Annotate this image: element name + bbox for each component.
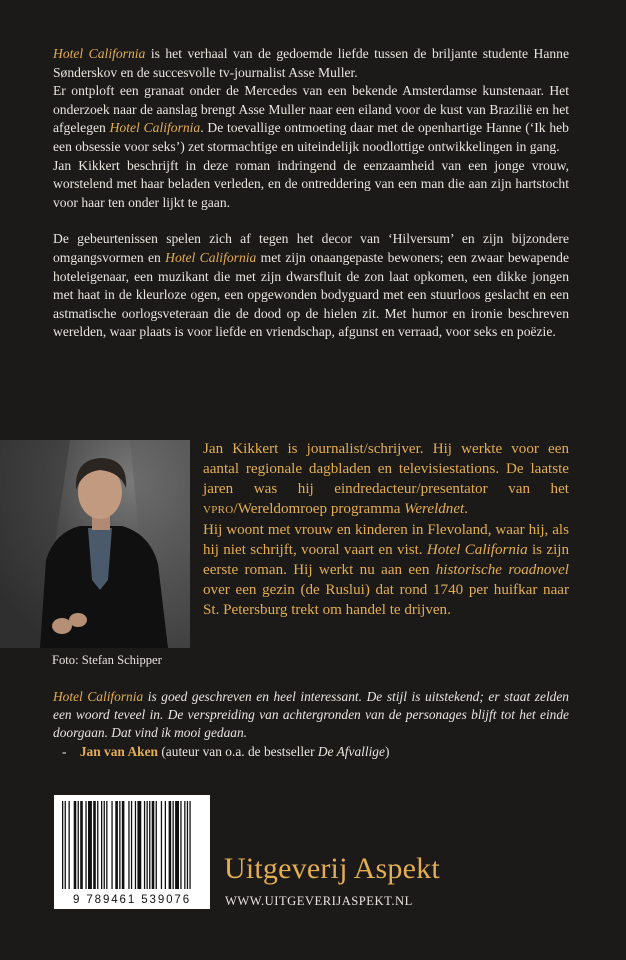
barcode-bar: [189, 801, 190, 889]
barcode-bar: [161, 801, 162, 889]
barcode-bar: [156, 801, 157, 889]
barcode-bar: [175, 801, 179, 889]
author-bio: [203, 439, 569, 620]
text-run: met zijn onaangepaste bewoners; een zwaar bewapende hoteleigenaar, een muzikant die met zijn dwarsfluit de zon laat opkomen, een dikke jongen met haat in de kleurloze ogen, een opgewonden bodyguard met een stuurloos geslacht en een astmatische oorlogsveteraan die de dood op de hielen zit. Met humor en ironie beschreven werelden, waar plaats is voor liefde en vriendschap, afgunst en verraad, voor seks en poëzie.: [53, 249, 569, 340]
text-run: Hij woont met vrouw en kinderen in Flevoland, waar hij, als hij niet schrijft, vooral vaart en vist.: [203, 522, 569, 558]
barcode-bar: [128, 801, 129, 889]
review-quote: [53, 688, 569, 761]
barcode-bar: [88, 801, 92, 889]
barcode-bar: [122, 801, 125, 889]
text-run: Hotel California: [109, 120, 201, 136]
author-photo-illustration: [0, 440, 190, 648]
barcode-bar: [104, 801, 105, 889]
text-run: De gebeurtenissen spelen zich af tegen het decor van ‘Hilversum’ en zijn bijzondere omgangsvormen en: [53, 231, 569, 265]
blurb-paragraph-1: [53, 45, 569, 82]
barcode-bar: [115, 801, 118, 889]
text-run: is zijn eerste roman. Hij werkt nu aan een: [203, 542, 569, 578]
barcode-bar: [62, 801, 63, 889]
text-run: Hotel California: [53, 689, 144, 704]
barcode-bar: [184, 801, 185, 889]
barcode-bar: [65, 801, 66, 889]
text-run: is het verhaal van de gedoemde liefde tussen de briljante studente Hanne Sønderskov en de succesvolle tv-journalist Asse Muller.: [53, 46, 569, 80]
text-run: Hotel California: [426, 542, 528, 558]
barcode: [54, 795, 210, 909]
barcode-bar: [69, 801, 70, 889]
isbn-number: 9 789461 539076: [72, 894, 192, 906]
review-dash: -: [62, 743, 67, 759]
barcode-bar: [106, 801, 107, 889]
barcode-bar: [93, 801, 96, 889]
review-text: [53, 688, 569, 743]
back-cover-blurb: [53, 45, 569, 342]
photo-caption: Foto: Stefan Schipper: [52, 653, 162, 667]
text-run: Wereldnet: [404, 501, 465, 517]
blurb-paragraph-4: [53, 230, 569, 342]
barcode-bar: [97, 801, 98, 889]
barcode-bar: [137, 801, 141, 889]
barcode-bar: [111, 801, 112, 889]
barcode-bar: [187, 801, 188, 889]
text-run: Jan Kikkert beschrijft in deze roman indringend de eenzaamheid van een jonge vrouw, worstelend met haar beladen verleden, en de ontreddering van een man die aan zijn hartstocht voor haar ten onder lijkt te gaan.: [53, 157, 569, 210]
barcode-bar: [144, 801, 145, 889]
barcode-bar: [85, 801, 86, 889]
review-credit-post: ): [384, 743, 390, 759]
barcode-bars: [54, 795, 210, 909]
barcode-bar: [119, 801, 120, 889]
review-credit-pre: (auteur van o.a. de bestseller: [158, 743, 318, 759]
text-run: historische roadnovel: [435, 562, 570, 578]
barcode-bar: [78, 801, 79, 889]
text-run: is goed geschreven en heel interessant. De stijl is uitstekend; er staat zelden een woord teveel in. De verspreiding van achtergronden van de personages blijft tot het einde doorgaan. Dat vind ik mooi gedaan.: [53, 689, 569, 741]
blurb-paragraph-2: [53, 82, 569, 156]
barcode-bar: [152, 801, 155, 889]
text-run: Jan Kikkert is journalist/schrijver. Hij werkte voor een aantal regionale dagbladen en televisiestations. De laatste jaren was hij eindredacteur/presentator van het: [203, 441, 569, 497]
barcode-bar: [74, 801, 77, 889]
review-author: Jan van Aken: [79, 743, 158, 759]
author-bio-text: [203, 439, 569, 620]
blurb-paragraph-3: [53, 157, 569, 213]
text-run: Er ontploft een granaat onder de Mercedes van een bekende Amsterdamse kunstenaar. Het onderzoek naar de aanslag brengt Asse Muller naar een eiland voor de kust van Brazilië en het afgelegen: [53, 83, 569, 136]
barcode-bar: [135, 801, 136, 889]
author-photo: [0, 440, 190, 648]
text-run: Hotel California: [165, 249, 257, 265]
barcode-bar: [101, 801, 102, 889]
text-run: over een gezin (de Ruslui) dat rond 1740 per huifkar naar St. Petersburg trekt om handel te drijven.: [203, 582, 569, 618]
review-credit: [62, 743, 569, 761]
barcode-bar: [173, 801, 174, 889]
text-run: .: [464, 501, 469, 517]
barcode-bar: [131, 801, 132, 889]
barcode-bar: [165, 801, 166, 889]
barcode-bar: [169, 801, 172, 889]
barcode-bar: [180, 801, 181, 889]
text-run: Hotel California: [53, 46, 146, 61]
review-credit-title: De Afvallige: [317, 743, 385, 759]
barcode-bar: [80, 801, 83, 889]
publisher-url[interactable]: WWW.UITGEVERIJASPEKT.NL: [225, 894, 413, 908]
barcode-bar: [149, 801, 150, 889]
text-run: VPRO: [203, 504, 234, 516]
text-run: /Wereldomroep programma: [233, 501, 405, 517]
barcode-bar: [147, 801, 148, 889]
text-run: . De toevallige ontmoeting daar met de openhartige Hanne (‘Ik heb een obsessie voor seks’) zet stormachtige en uiteindelijk noodlottige ontwikkelingen in gang.: [53, 120, 569, 154]
publisher-name: Uitgeverij Aspekt: [224, 852, 440, 885]
